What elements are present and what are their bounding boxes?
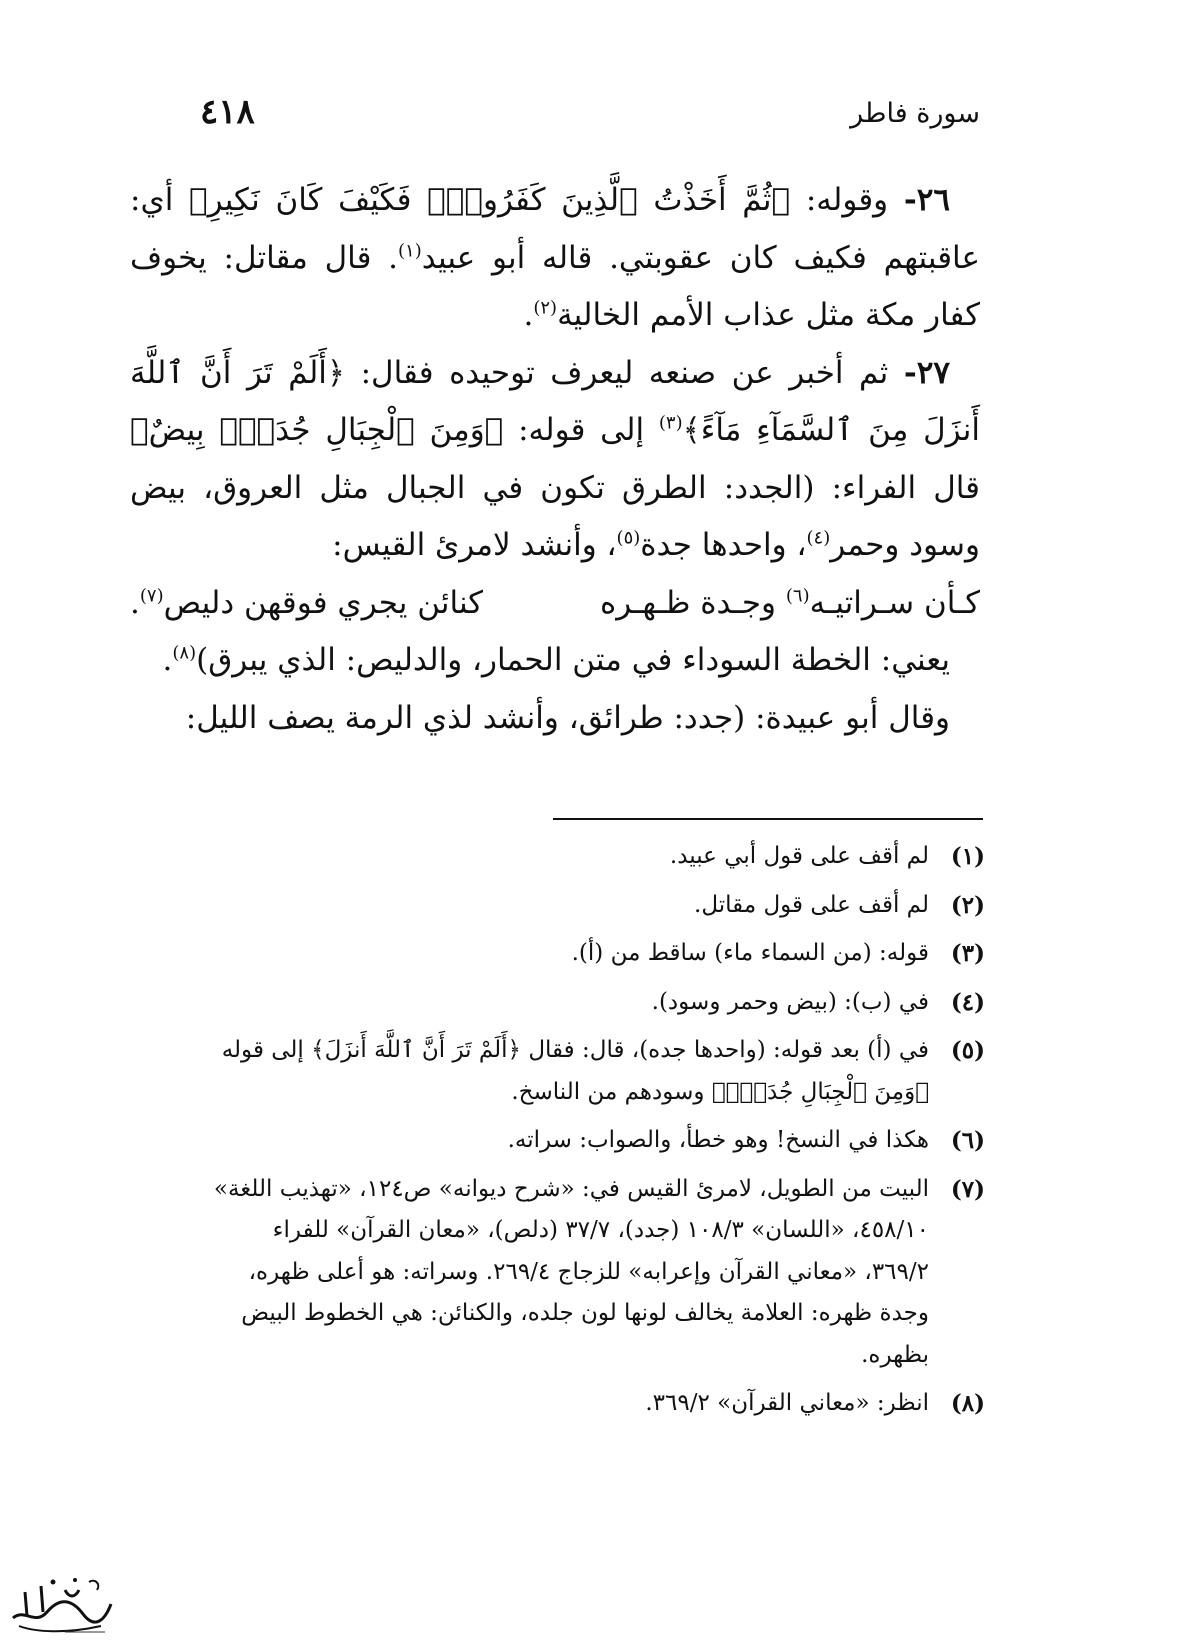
footnote-ref-8: (٨) <box>172 642 197 664</box>
footnote-3 <box>120 933 985 975</box>
paragraph-27-text-c: ، واحدها جدة <box>640 527 807 563</box>
footnotes <box>120 836 985 1432</box>
footnote-text <box>120 1120 929 1162</box>
footnote-text <box>120 1169 929 1377</box>
footnote-number: (٢) <box>950 891 985 919</box>
footnote-number: (٤) <box>950 988 985 1016</box>
verse-second-hemistich-text: كنائن يجري فوقهن دليص <box>163 584 484 621</box>
footnote-number: (١) <box>950 843 985 870</box>
footnote-ref-3: (٣) <box>658 412 683 434</box>
footnote-2 <box>120 885 985 927</box>
main-text <box>130 172 980 747</box>
footnote-line: ﴿وَمِنَ ٱلْجِبَالِ جُدَدٌۢ﴾ وسودهم من الناسخ. <box>511 1078 929 1105</box>
footnote-line: بظهره. <box>861 1341 929 1368</box>
footnote-number: (٣) <box>950 940 985 967</box>
footnote-6 <box>120 1120 985 1162</box>
footnote-line: لم أقف على قول أبي عبيد. <box>669 843 929 869</box>
footnote-line: في (ب): (بيض وحمر وسود). <box>651 988 929 1015</box>
footnote-8 <box>120 1383 985 1425</box>
footnote-line: ٤٥٨/١٠، «اللسان» ١٠٨/٣ (جدد)، ٣٧/٧ (دلص)، «معان القرآن» للفراء <box>272 1217 929 1243</box>
paragraph-29: وقال أبو عبيدة: (جدد: طرائق، وأنشد لذي الرمة يصف الليل: <box>185 699 950 736</box>
footnote-ref-7: (٧) <box>139 585 164 607</box>
footnote-text <box>120 836 929 878</box>
footnote-number: (٦) <box>950 1127 985 1154</box>
paragraph-28 <box>130 632 980 690</box>
footnote-separator <box>553 818 983 820</box>
footnote-ref-6: (٦) <box>785 585 810 607</box>
paragraph-26-end: . <box>523 297 534 333</box>
verse-first-hemistich <box>600 575 980 633</box>
paragraph-28-text: يعني: الخطة السوداء في متن الحمار، والدليص: الذي يبرق) <box>196 642 950 678</box>
footnote-text <box>120 1383 929 1425</box>
footnote-line: قوله: (من السماء ماء) ساقط من (أ). <box>571 940 929 966</box>
footnote-1 <box>120 836 985 878</box>
footnote-line: هكذا في النسخ! وهو خطأ، والصواب: سراته. <box>507 1127 929 1153</box>
verse-second-hemistich <box>130 575 483 633</box>
footnote-text <box>120 1030 929 1113</box>
verse-number-26: ٢٦- <box>903 182 950 218</box>
paragraph-26 <box>130 172 980 345</box>
footnote-ref-2: (٢) <box>533 297 558 319</box>
verse-first-hemistich-b: وجـدة ظـهـره <box>599 584 786 621</box>
verse-number-27: ٢٧- <box>903 354 951 391</box>
poetry-verse <box>130 575 980 633</box>
footnote-ref-1: (١) <box>398 240 422 262</box>
running-title: سورة فاطر <box>850 98 980 129</box>
paragraph-26-text: وقوله: ﴿ثُمَّ أَخَذْتُ ٱلَّذِينَ كَفَرُوا۟ۖ فَكَيْفَ كَانَ نَكِيرِ﴾ أي: عاقبتهم فكيف كان عقوبتي. قاله أبو عبيد <box>130 182 980 276</box>
paragraph-28-end: . <box>162 642 173 678</box>
footnote-line: ٣٦٩/٢، «معاني القرآن وإعرابه» للزجاج ٢٦٩/٤. وسراته: هو أعلى ظهره، <box>248 1258 929 1285</box>
footnote-text <box>120 885 929 927</box>
footnote-ref-4: (٤) <box>806 527 831 549</box>
page-number: ٤١٨ <box>200 92 255 132</box>
footnote-line: في (أ) بعد قوله: (واحدها جده)، قال: فقال ﴿أَلَمْ تَرَ أَنَّ ٱللَّهَ أَنزَلَ﴾ إلى قوله <box>221 1037 929 1063</box>
footnote-line: البيت من الطويل، لامرئ القيس في: «شرح ديوانه» ص١٢٤، «تهذيب اللغة» <box>213 1175 929 1202</box>
paragraph-27-text-d: ، وأنشد لامرئ القيس: <box>332 527 617 563</box>
footnote-line: وجدة ظهره: العلامة يخالف لونها لون جلده، والكنائن: هي الخطوط البيض <box>241 1300 929 1326</box>
paragraph-27-text-b: إلى قوله: ﴿وَمِنَ ٱلْجِبَالِ جُدَدٌۢ بِيضٌ﴾ قال الفراء: (الجدد: الطرق تكون في الجبال مثل العروق، بيض وسود وحمر <box>130 412 980 563</box>
verse-end: . <box>130 584 140 621</box>
footnote-line: انظر: «معاني القرآن» ٣٦٩/٢. <box>645 1390 929 1416</box>
footnote-number: (٨) <box>950 1390 985 1417</box>
calligraphy-stamp-logo <box>5 1568 117 1640</box>
paragraph-26-text-b: . قال مقاتل: يخوف كفار مكة مثل عذاب الأمم الخالية <box>130 239 980 333</box>
footnote-line: لم أقف على قول مقاتل. <box>694 891 929 918</box>
footnote-ref-5: (٥) <box>616 527 641 549</box>
paragraph-27-text-a: ثم أخبر عن صنعه ليعرف توحيده فقال: ﴿أَلَمْ تَرَ أَنَّ ٱللَّهَ أَنزَلَ مِنَ ٱلسَّمَآءِ مَآءً﴾ <box>130 354 980 448</box>
footnote-7 <box>120 1169 985 1377</box>
footnote-5 <box>120 1030 985 1113</box>
paragraph-27 <box>130 345 980 575</box>
verse-first-hemistich-a: كـأن سـراتيـه <box>809 584 980 621</box>
page-header <box>200 92 980 142</box>
footnote-number: (٥) <box>950 1037 985 1064</box>
footnote-number: (٧) <box>950 1175 985 1203</box>
footnote-text <box>120 982 929 1024</box>
footnote-text <box>120 933 929 975</box>
footnote-4 <box>120 982 985 1024</box>
